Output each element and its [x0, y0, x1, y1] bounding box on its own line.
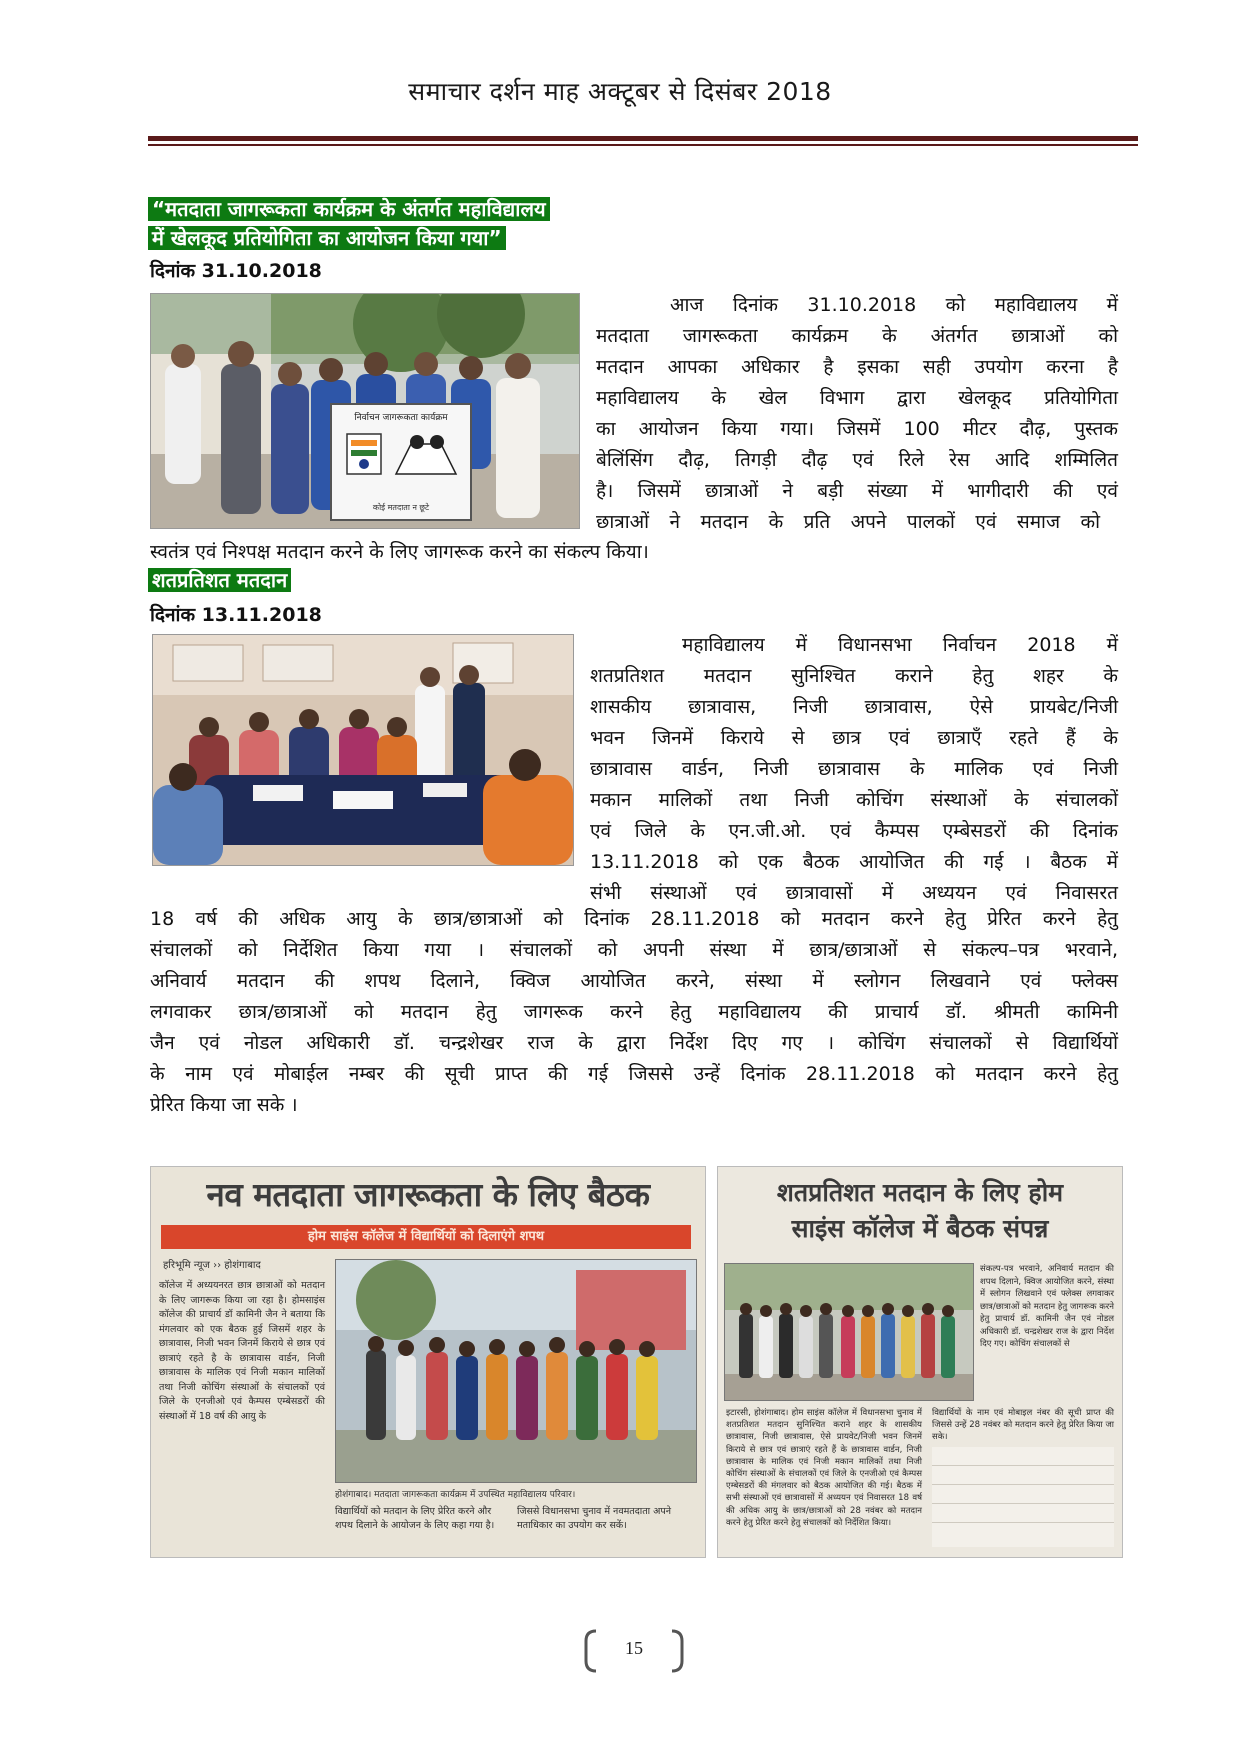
- text-line: मतदाता जागरूकता कार्यक्रम के अंतर्गत छात्राओं को: [596, 325, 1118, 347]
- clip-left-column-1: कॉलेज में अध्ययनरत छात्र छात्राओं को मतदान के लिए जागरूक किया जा रहा है। होमसाइंस कॉलेज की प्राचार्य डॉ कामिनी जैन ने बताया कि मंगलवार को एक बैठक हुई जिसमें शहर के छात्रावास, निजी भवन जिनमें किराये से छात्र एवं छात्राएं रहते है के छात्रावास वार्डन, निजी छात्रावास के मालिक एवं निजी मकान मालिकों तथा निजी कोचिंग संस्थाओं के संचालकों एवं जिले के एनजीओ एवं कैम्पस एम्बेसडरों की संस्थाओं में 18 वर्ष की आयु के: [159, 1280, 325, 1422]
- section1-title-line1: “मतदाता जागरूकता कार्यक्रम के अंतर्गत महाविद्यालय: [148, 197, 550, 221]
- text-line: प्रेरित किया जा सके ।: [150, 1094, 298, 1116]
- section1-full-line: स्वतंत्र एवं निश्पक्ष मतदान करने के लिए जागरूक करने का संकल्प किया।: [150, 541, 649, 563]
- text-line: लगवाकर छात्र/छात्राओं को मतदान हेतु जागरूक करने हेतु महाविद्यालय की प्राचार्य डॉ. श्रीमती कामिनी: [150, 1001, 1118, 1023]
- text-line: आज दिनांक 31.10.2018 को महाविद्यालय में: [670, 294, 1118, 316]
- page-running-header: समाचार दर्शन माह अक्टूबर से दिसंबर 2018: [408, 77, 832, 106]
- section2-title: [148, 566, 291, 595]
- text-line: के नाम एवं मोबाईल नम्बर की सूची प्राप्त की गई जिससे उन्हें दिनांक 28.11.2018 को मतदान करने हेतु: [150, 1063, 1118, 1085]
- section1-side-paragraph: [596, 290, 1118, 538]
- text-line: शासकीय छात्रावास, निजी छात्रावास, ऐसे प्रायबेट/निजी: [590, 696, 1118, 718]
- text-line: भवन जिनमें किराये से छात्र एवं छात्राऍं रहते हैं के: [590, 727, 1118, 749]
- clip-right-blank-area: [932, 1447, 1114, 1547]
- page-number: 15: [625, 1638, 643, 1658]
- clip-right-headline-line1: शतप्रतिशत मतदान के लिए होम: [776, 1178, 1064, 1207]
- header-rule: [148, 136, 1138, 141]
- section2-date: दिनांक 13.11.2018: [150, 604, 322, 626]
- text-line: महाविद्यालय में विधानसभा निर्वाचन 2018 में: [682, 634, 1118, 656]
- section2-side-paragraph: [590, 630, 1118, 909]
- sports-event-photo-art: [151, 294, 579, 528]
- header-rule-thin: [148, 144, 1138, 146]
- section2-title-text: शतप्रतिशत मतदान: [148, 568, 291, 592]
- clip-left-column-3: जिससे विधानसभा चुनाव में नवमतदाता अपने मताधिकार का उपयोग कर सकें।: [517, 1506, 672, 1531]
- text-line: मतदान आपका अधिकार है इसका सही उपयोग करना है: [596, 356, 1118, 378]
- text-line: संभी संस्थाओं एवं छात्रावासों में अध्ययन एवं निवासरत: [590, 882, 1118, 904]
- clip-right-body-right: विद्यार्थियों के नाम एवं मोबाइल नंबर की सूची प्राप्त की जिससे उन्हें 28 नवंबर को मतदान करने हेतु प्रेरित किया जा सके।: [932, 1408, 1114, 1443]
- text-line: 18 वर्ष की अधिक आयु के छात्र/छात्राओं को दिनांक 28.11.2018 को मतदान करने हेतु प्रेरित करने हेतु: [150, 908, 1118, 930]
- clip-right-photo-art: [725, 1264, 973, 1400]
- newspaper-clipping-right: [717, 1166, 1123, 1558]
- text-line: जैन एवं नोडल अधिकारी डॉ. चन्द्रशेखर राज के द्वारा निर्देश दिए गए । कोचिंग संचालकों से विद्यार्थियों: [150, 1032, 1118, 1054]
- text-line: छात्राओं ने मतदान के प्रति अपने पालकों एवं समाज को: [596, 511, 1100, 533]
- page-number-box: [582, 1628, 686, 1674]
- clip-left-subhead-band: [161, 1225, 691, 1249]
- clip-right-photo: [724, 1263, 974, 1401]
- section2-full-paragraph: [150, 904, 1118, 1121]
- banner-text: निर्वाचन जागरूकता कार्यक्रम: [354, 413, 448, 423]
- text-line: छात्रावास वार्डन, निजी छात्रावास के मालिक एवं निजी: [590, 758, 1118, 780]
- section1-date: दिनांक 31.10.2018: [150, 260, 322, 282]
- clip-right-headline-line2: साइंस कॉलेज में बैठक संपन्न: [791, 1214, 1049, 1243]
- sports-event-photo: [150, 293, 580, 529]
- text-line: मकान मालिकों तथा निजी कोचिंग संस्थाओं के संचालकों: [590, 789, 1118, 811]
- text-line: संचालकों को निर्देशित किया गया । संचालकों को अपनी संस्था में छात्र/छात्राओं से संकल्प–पत्र भरवाने,: [150, 939, 1118, 961]
- section1-title-line2: में खेलकूद प्रतियोगिता का आयोजन किया गया”: [148, 226, 506, 250]
- text-line: एवं जिले के एन.जी.ओ. एवं कैम्पस एम्बेसडरों की दिनांक: [590, 820, 1118, 842]
- clip-left-headline: नव मतदाता जागरूकता के लिए बैठक: [206, 1175, 650, 1214]
- clip-left-photo-caption: होशंगाबाद। मतदाता जागरूकता कार्यक्रम में उपस्थित महाविद्यालय परिवार।: [335, 1490, 576, 1500]
- clip-left-photo: [335, 1259, 697, 1483]
- clip-left-photo-art: [336, 1260, 696, 1482]
- meeting-photo: [152, 634, 574, 866]
- text-line: बेलिंसिंग दौढ़, तिगड़ी दौढ़ एवं रिले रेस आदि शम्मिलित: [596, 449, 1118, 471]
- clip-left-byline: हरिभूमि न्यूज ›› होशंगाबाद: [163, 1260, 261, 1271]
- meeting-photo-art: [153, 635, 573, 865]
- clip-right-column-top: संकल्प-पत्र भरवाने, अनिवार्य मतदान की शपथ दिलाने, क्विज आयोजित करने, संस्था में स्लोगन लिखवाने एवं फ्लेक्स लगवाकर छात्र/छात्राओं को मतदान हेतु जागरूक करने हेतु प्राचार्य डॉ. कामिनी जैन एवं नोडल अधिकारी डॉ. चन्द्रशेखर राज के द्वारा निर्देश दिए गए। कोचिंग संचालकों से: [980, 1264, 1114, 1349]
- clip-left-column-2: विद्यार्थियों को मतदान के लिए प्रेरित करने और शपथ दिलाने के आयोजन के लिए कहा गया है।: [335, 1506, 495, 1531]
- text-line: अनिवार्य मतदान की शपथ दिलाने, क्विज आयोजित करने, संस्था में स्लोगन लिखवाने एवं फ्लेक्स: [150, 970, 1118, 992]
- text-line: शतप्रतिशत मतदान सुनिश्चित कराने हेतु शहर के: [590, 665, 1118, 687]
- clip-right-body-left: इटारसी, होशंगाबाद। होम साइंस कॉलेज में विधानसभा चुनाव में शतप्रतिशत मतदान सुनिश्चित कराने शहर के शासकीय छात्रावास, निजी छात्रावास, ऐसे प्रायवेट/निजी भवन जिनमें किराये से छात्र एवं छात्राएं रहते हैं के छात्रावास वार्डन, निजी छात्रावास के मालिक एवं निजी मकान मालिकों तथा निजी कोचिंग संस्थाओं के संचालकों एवं जिले के एनजीओ एवं कैम्पस एम्बेसडरों की मंगलवार को बैठक आयोजित की गई। बैठक में सभी संस्थाओं एवं छात्रावासों में अध्ययन एवं निवासरत 18 वर्ष की अधिक आयु के छात्र/छात्राओं को 28 नवंबर को मतदान करने हेतु प्रेरित करने हेतु संचालकों को निर्देशित किया।: [726, 1408, 922, 1528]
- clip-left-subheadline: होम साइंस कॉलेज में विद्यार्थियों को दिलाएंगे शपथ: [307, 1229, 545, 1244]
- text-line: का आयोजन किया गया। जिसमें 100 मीटर दौढ़, पुस्तक: [596, 418, 1118, 440]
- text-line: है। जिसमें छात्राओं ने बड़ी संख्या में भागीदारी की एवं: [596, 480, 1118, 502]
- text-line: 13.11.2018 को एक बैठक आयोजित की गई । बैठक में: [590, 851, 1118, 873]
- section1-title: [148, 195, 550, 253]
- text-line: महाविद्यालय के खेल विभाग द्वारा खेलकूद प्रतियोगिता: [596, 387, 1118, 409]
- clip-right-headline: [718, 1175, 1122, 1247]
- newspaper-clipping-left: [150, 1166, 706, 1558]
- banner-footer-text: कोई मतदाता न छूटे: [372, 503, 430, 512]
